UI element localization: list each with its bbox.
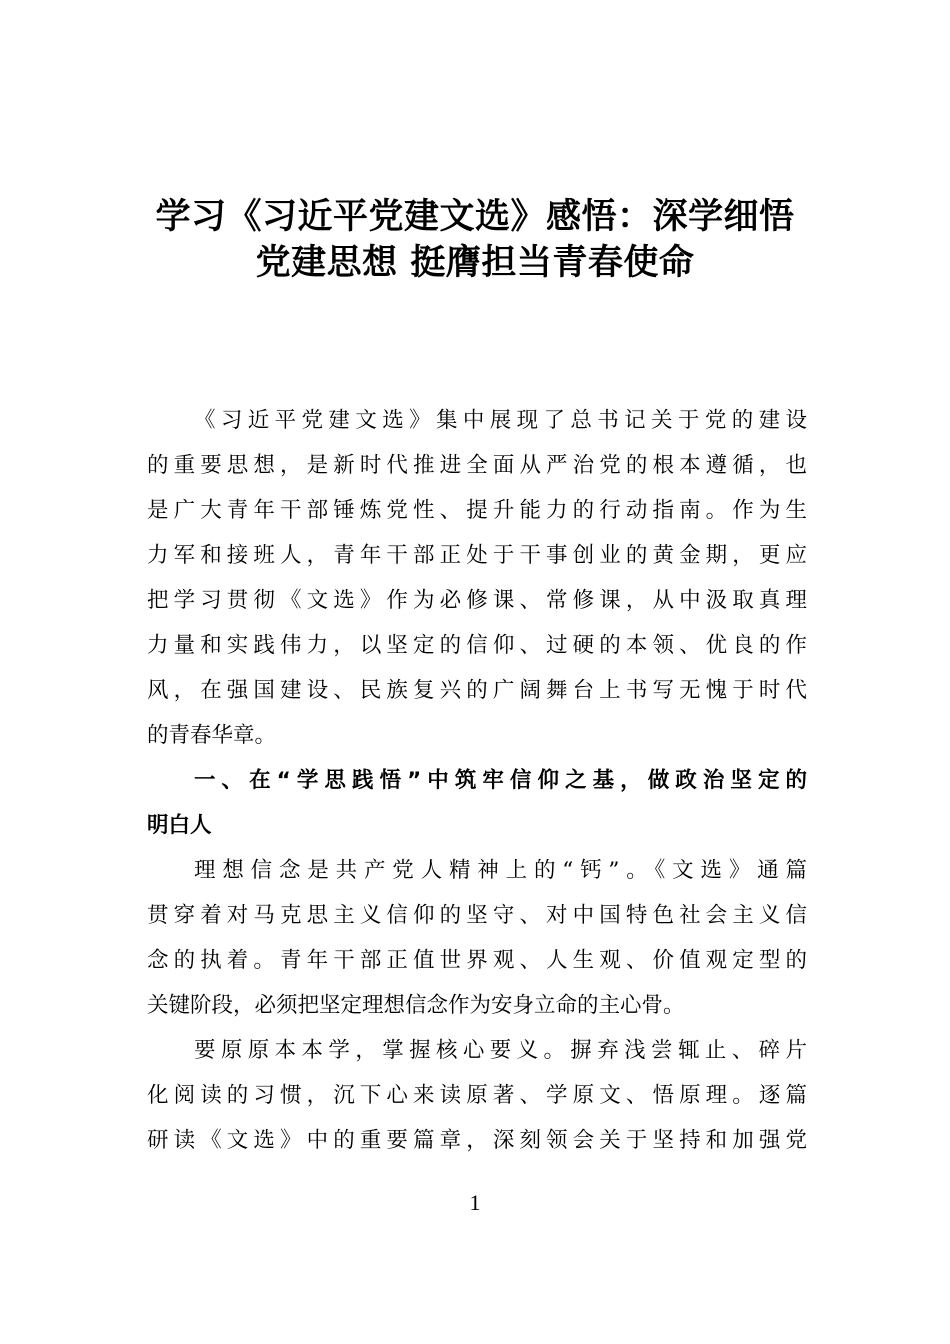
intro-paragraph-line: 力军和接班人，青年干部正处于干事创业的黄金期，更应	[147, 543, 807, 568]
document-body	[147, 398, 807, 1163]
body-paragraph-line: 化阅读的习惯，沉下心来读原著、学原文、悟原理。逐篇	[147, 1083, 807, 1108]
body-paragraph-line: 念的执着。青年干部正值世界观、人生观、价值观定型的	[147, 948, 807, 973]
section-heading-line: 一、在“学思践悟”中筑牢信仰之基，做政治坚定的	[194, 768, 807, 793]
intro-paragraph-line: 的青春华章。	[147, 723, 277, 748]
document-title-line-2: 党建思想 挺膺担当青春使命	[255, 243, 695, 283]
intro-paragraph-line: 风，在强国建设、民族复兴的广阔舞台上书写无愧于时代	[147, 678, 807, 703]
document-title-line-1: 学习《习近平党建文选》感悟：深学细悟	[155, 197, 795, 237]
body-paragraph-line: 研读《文选》中的重要篇章，深刻领会关于坚持和加强党	[147, 1128, 807, 1153]
page-number: 1	[469, 1190, 481, 1215]
intro-paragraph-line: 把学习贯彻《文选》作为必修课、常修课，从中汲取真理	[147, 588, 807, 613]
body-paragraph-line: 贯穿着对马克思主义信仰的坚守、对中国特色社会主义信	[147, 903, 807, 928]
intro-paragraph-line: 的重要思想，是新时代推进全面从严治党的根本遵循，也	[147, 453, 807, 478]
intro-paragraph-line: 是广大青年干部锤炼党性、提升能力的行动指南。作为生	[147, 498, 807, 523]
body-paragraph-line: 关键阶段，必须把坚定理想信念作为安身立命的主心骨。	[147, 993, 685, 1018]
intro-paragraph-line: 力量和实践伟力，以坚定的信仰、过硬的本领、优良的作	[147, 633, 807, 658]
body-paragraph-line: 理想信念是共产党人精神上的“钙”。《文选》通篇	[194, 858, 807, 883]
body-paragraph-line: 要原原本本学，掌握核心要义。摒弃浅尝辄止、碎片	[194, 1038, 807, 1063]
section-heading-line: 明白人	[147, 813, 212, 838]
intro-paragraph-line: 《习近平党建文选》集中展现了总书记关于党的建设	[194, 408, 807, 433]
